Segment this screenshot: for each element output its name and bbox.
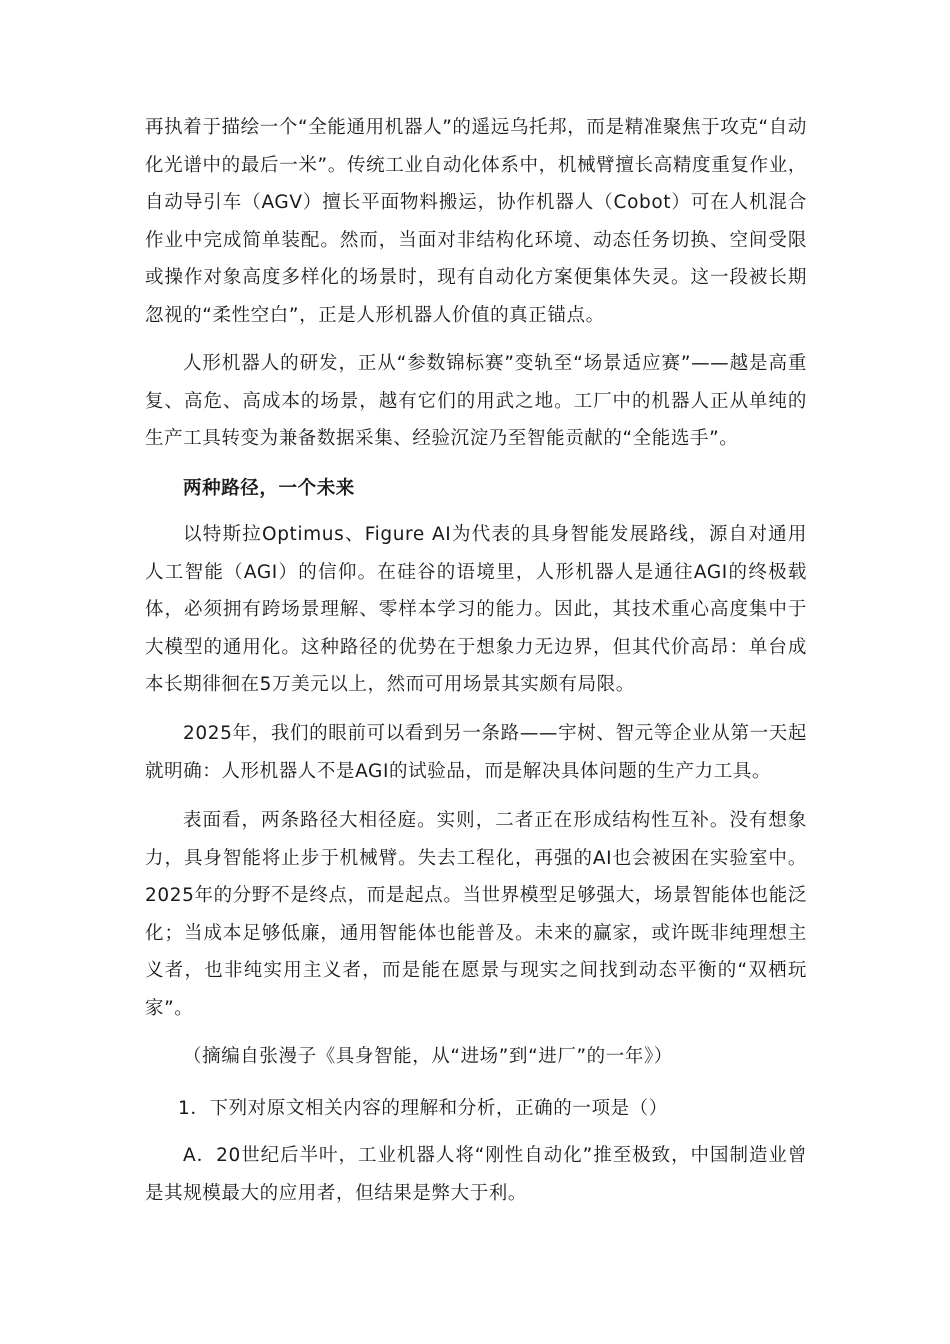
paragraph-flexible-gap: 再执着于描绘一个“全能通用机器人”的遥远乌托邦，而是精准聚焦于攻克“自动化光谱中的最后一米”。传统工业自动化体系中，机械臂擅长高精度重复作业，自动导引车（AGV）擅长平面物料搬运，协作机器人（Cobot）可在人机混合作业中完成简单装配。然而，当面对非结构化环境、动态任务切换、空间受限或操作对象高度多样化的场景时，现有自动化方案便集体失灵。这一段被长期忽视的“柔性空白”，正是人形机器人价值的真正锚点。 [145,117,807,326]
question-1: 1．下列对原文相关内容的理解和分析，正确的一项是（） [178,1098,668,1119]
paragraph-scenario-adaptation: 人形机器人的研发，正从“参数锦标赛”变轨至“场景适应赛”——越是高重复、高危、高成本的场景，越有它们的用武之地。工厂中的机器人正从单纯的生产工具转变为兼备数据采集、经验沉淀乃至智能贡献的“全能选手”。 [145,353,807,449]
paragraph-complementary: 表面看，两条路径大相径庭。实则，二者正在形成结构性互补。没有想象力，具身智能将止步于机械臂。失去工程化，再强的AI也会被困在实验室中。2025年的分野不是终点，而是起点。当世界模型足够强大，场景智能体也能泛化；当成本足够低廉，通用智能体也能普及。未来的赢家，或许既非纯理想主义者，也非纯实用主义者，而是能在愿景与现实之间找到动态平衡的“双栖玩家”。 [145,810,807,1019]
paragraph-agi-path: 以特斯拉Optimus、Figure AI为代表的具身智能发展路线，源自对通用人工智能（AGI）的信仰。在硅谷的语境里，人形机器人是通往AGI的终极载体，必须拥有跨场景理解、零样本学习的能力。因此，其技术重心高度集中于大模型的通用化。这种路径的优势在于想象力无边界，但其代价高昂：单台成本长期徘徊在5万美元以上，然而可用场景其实颇有局限。 [145,524,807,695]
paragraph-practical-path: 2025年，我们的眼前可以看到另一条路——宇树、智元等企业从第一天起就明确：人形机器人不是AGI的试验品，而是解决具体问题的生产力工具。 [145,723,807,782]
option-a: A．20世纪后半叶，工业机器人将“刚性自动化”推至极致，中国制造业曾是其规模最大的应用者，但结果是弊大于利。 [145,1145,807,1204]
section-heading: 两种路径，一个未来 [183,478,355,499]
source-citation: （摘编自张漫子《具身智能，从“进场”到“进厂”的一年》） [183,1046,673,1067]
